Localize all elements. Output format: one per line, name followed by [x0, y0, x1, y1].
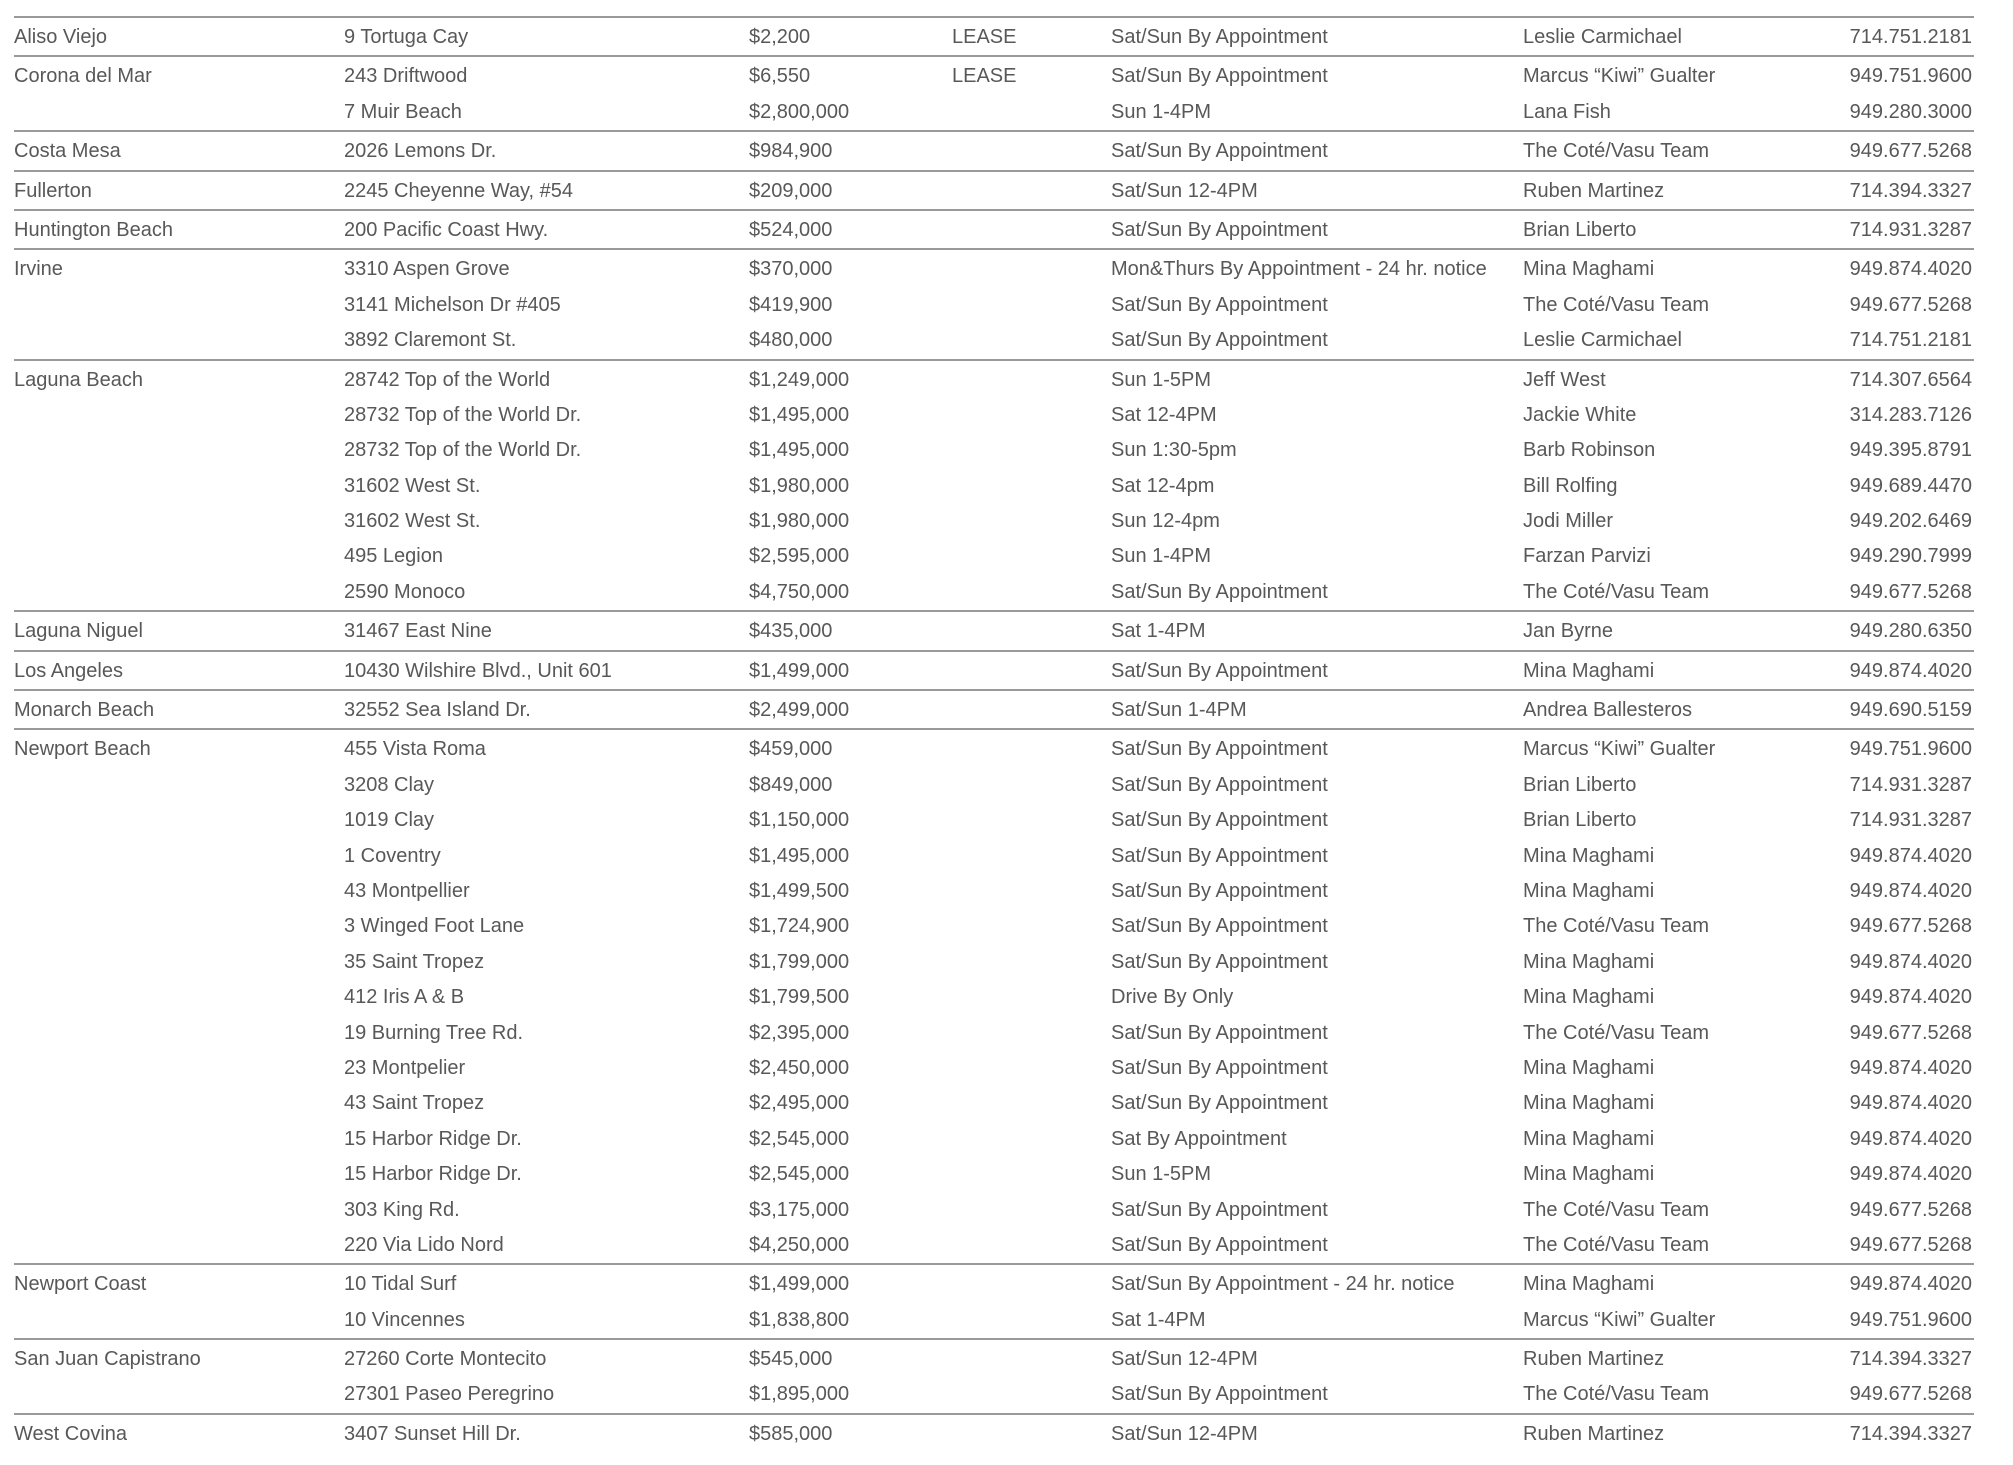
listing-address: 1 Coventry: [344, 844, 441, 867]
agent-phone: 949.677.5268: [1849, 580, 1972, 603]
open-house-schedule: Sun 12-4pm: [1111, 510, 1220, 533]
table-row: [14, 1342, 1974, 1377]
agent-name: The Coté/Vasu Team: [1523, 580, 1710, 603]
agent-phone: 949.690.5159: [1849, 699, 1972, 722]
open-house-schedule: Mon&Thurs By Appointment - 24 hr. notice: [1111, 258, 1487, 281]
table-row: [14, 95, 1974, 130]
agent-phone: 949.874.4020: [1849, 258, 1972, 281]
city-group: [14, 248, 1974, 358]
city-group: [14, 209, 1974, 248]
city-group: [14, 610, 1974, 649]
open-house-schedule: Sat/Sun By Appointment: [1111, 809, 1328, 832]
agent-phone: 949.290.7999: [1849, 545, 1972, 568]
agent-phone: 949.689.4470: [1849, 474, 1972, 497]
agent-phone: 949.874.4020: [1849, 1092, 1972, 1115]
table-row: [14, 1086, 1974, 1121]
agent-name: Mina Maghami: [1523, 950, 1655, 973]
agent-name: Andrea Ballesteros: [1523, 699, 1692, 722]
city-name: Costa Mesa: [14, 140, 121, 163]
listing-address: 3141 Michelson Dr #405: [344, 293, 561, 316]
listing-price: $2,595,000: [749, 545, 850, 568]
listing-address: 1019 Clay: [344, 809, 435, 832]
table-row: [14, 1417, 1974, 1452]
agent-name: Lana Fish: [1523, 100, 1611, 123]
open-house-schedule: Sat By Appointment: [1111, 1127, 1287, 1150]
listing-price: $3,175,000: [749, 1198, 850, 1221]
table-row: [14, 323, 1974, 358]
open-house-schedule: Sat/Sun By Appointment: [1111, 1198, 1328, 1221]
open-house-schedule: Sat/Sun By Appointment: [1111, 1233, 1328, 1256]
agent-phone: 714.307.6564: [1849, 368, 1972, 391]
agent-phone: 949.677.5268: [1849, 1021, 1972, 1044]
open-house-listing-table: [14, 16, 1974, 1452]
agent-name: Mina Maghami: [1523, 1127, 1655, 1150]
agent-phone: 949.677.5268: [1849, 1198, 1972, 1221]
listing-price: $2,800,000: [749, 100, 850, 123]
agent-phone: 949.751.9600: [1849, 1308, 1972, 1331]
agent-name: Mina Maghami: [1523, 659, 1655, 682]
listing-price: $1,980,000: [749, 510, 850, 533]
open-house-schedule: Sat/Sun By Appointment: [1111, 738, 1328, 761]
agent-name: Leslie Carmichael: [1523, 26, 1682, 48]
table-row: [14, 252, 1974, 287]
agent-phone: 949.874.4020: [1849, 1127, 1972, 1150]
listing-address: 2590 Monoco: [344, 580, 466, 603]
agent-name: Brian Liberto: [1523, 218, 1637, 241]
agent-phone: 949.751.9600: [1849, 65, 1972, 88]
listing-address: 28742 Top of the World: [344, 368, 551, 391]
city-group: [14, 1263, 1974, 1338]
listing-price: $2,200: [749, 26, 811, 48]
open-house-schedule: Sun 1-5PM: [1111, 1163, 1212, 1186]
open-house-schedule: Sat/Sun By Appointment: [1111, 915, 1328, 938]
agent-phone: 714.394.3327: [1849, 179, 1972, 202]
open-house-schedule: Sat/Sun By Appointment: [1111, 844, 1328, 867]
table-row: [14, 213, 1974, 248]
open-house-schedule: Sat/Sun By Appointment: [1111, 1056, 1328, 1079]
listing-price: $2,395,000: [749, 1021, 850, 1044]
listing-address: 19 Burning Tree Rd.: [344, 1021, 523, 1044]
open-house-schedule: Sat/Sun 12-4PM: [1111, 1422, 1258, 1445]
city-group: [14, 1338, 1974, 1413]
table-row: [14, 654, 1974, 689]
agent-name: Mina Maghami: [1523, 986, 1655, 1009]
listing-address: 3208 Clay: [344, 773, 435, 796]
listing-price: $419,900: [749, 293, 833, 316]
listing-price: $1,499,000: [749, 659, 850, 682]
listing-address: 15 Harbor Ridge Dr.: [344, 1163, 522, 1186]
agent-name: Marcus “Kiwi” Gualter: [1523, 738, 1716, 761]
agent-phone: 949.677.5268: [1849, 293, 1972, 316]
listing-price: $585,000: [749, 1422, 833, 1445]
listing-address: 32552 Sea Island Dr.: [344, 699, 531, 722]
listing-price: $524,000: [749, 218, 833, 241]
listing-price: $1,838,800: [749, 1308, 850, 1331]
listing-address: 3310 Aspen Grove: [344, 258, 510, 281]
listing-price: $1,495,000: [749, 403, 850, 426]
listing-address: 23 Montpelier: [344, 1056, 466, 1079]
listing-address: 220 Via Lido Nord: [344, 1233, 504, 1256]
listing-price: $4,250,000: [749, 1233, 850, 1256]
table-row: [14, 1193, 1974, 1228]
city-name: Laguna Beach: [14, 368, 144, 391]
listing-price: $1,980,000: [749, 474, 850, 497]
listing-price: $2,545,000: [749, 1127, 850, 1150]
city-group: [14, 170, 1974, 209]
city-group: [14, 728, 1974, 1263]
open-house-schedule: Sat/Sun By Appointment: [1111, 26, 1328, 48]
agent-name: Brian Liberto: [1523, 773, 1637, 796]
listing-price: $1,799,000: [749, 950, 850, 973]
listing-address: 455 Vista Roma: [344, 738, 486, 761]
agent-name: The Coté/Vasu Team: [1523, 1198, 1710, 1221]
agent-phone: 714.394.3327: [1849, 1422, 1972, 1445]
open-house-schedule: Sun 1-4PM: [1111, 100, 1212, 123]
city-name: West Covina: [14, 1422, 128, 1445]
agent-phone: 949.677.5268: [1849, 1383, 1972, 1406]
city-name: Fullerton: [14, 179, 92, 202]
city-group: [14, 689, 1974, 728]
open-house-schedule: Sun 1-5PM: [1111, 368, 1212, 391]
table-row: [14, 575, 1974, 610]
agent-name: Jackie White: [1523, 403, 1637, 426]
open-house-schedule: Sat/Sun 1-4PM: [1111, 699, 1247, 722]
city-name: Irvine: [14, 258, 63, 281]
table-row: [14, 732, 1974, 767]
listing-price: $480,000: [749, 329, 833, 352]
agent-phone: 949.280.6350: [1849, 620, 1972, 643]
agent-phone: 949.280.3000: [1849, 100, 1972, 123]
city-name: Los Angeles: [14, 659, 123, 682]
listing-address: 31602 West St.: [344, 510, 481, 533]
table-row: [14, 363, 1974, 398]
listing-address: 10 Vincennes: [344, 1308, 465, 1331]
open-house-schedule: Sat 12-4pm: [1111, 474, 1215, 497]
listing-price: $1,495,000: [749, 844, 850, 867]
agent-name: Mina Maghami: [1523, 879, 1655, 902]
open-house-schedule: Sat/Sun By Appointment: [1111, 879, 1328, 902]
listing-address: 27301 Paseo Peregrino: [344, 1383, 555, 1406]
agent-name: Jan Byrne: [1523, 620, 1614, 643]
agent-name: Jodi Miller: [1523, 510, 1614, 533]
city-name: Huntington Beach: [14, 218, 174, 241]
table-row: [14, 693, 1974, 728]
listing-address: 303 King Rd.: [344, 1198, 460, 1221]
open-house-schedule: Sun 1-4PM: [1111, 545, 1212, 568]
agent-phone: 949.395.8791: [1849, 439, 1972, 462]
agent-name: Mina Maghami: [1523, 1273, 1655, 1296]
agent-name: Mina Maghami: [1523, 844, 1655, 867]
listing-address: 28732 Top of the World Dr.: [344, 439, 582, 462]
listing-price: $459,000: [749, 738, 833, 761]
agent-phone: 949.874.4020: [1849, 1056, 1972, 1079]
listing-price: $1,499,500: [749, 879, 850, 902]
agent-name: Marcus “Kiwi” Gualter: [1523, 1308, 1716, 1331]
table-row: [14, 433, 1974, 468]
agent-phone: 714.931.3287: [1849, 809, 1972, 832]
open-house-schedule: Drive By Only: [1111, 986, 1234, 1009]
listing-address: 2245 Cheyenne Way, #54: [344, 179, 574, 202]
table-row: [14, 1303, 1974, 1338]
table-row: [14, 768, 1974, 803]
agent-name: Bill Rolfing: [1523, 474, 1618, 497]
city-name: Corona del Mar: [14, 65, 152, 88]
agent-name: Ruben Martinez: [1523, 1348, 1665, 1371]
listing-address: 2026 Lemons Dr.: [344, 140, 497, 163]
listing-price: $545,000: [749, 1348, 833, 1371]
agent-phone: 949.677.5268: [1849, 1233, 1972, 1256]
listing-type-badge: LEASE: [952, 26, 1017, 48]
table-row: [14, 803, 1974, 838]
agent-phone: 714.931.3287: [1849, 773, 1972, 796]
table-row: [14, 1016, 1974, 1051]
table-row: [14, 504, 1974, 539]
listing-address: 3892 Claremont St.: [344, 329, 517, 352]
listing-type-badge: LEASE: [952, 65, 1017, 88]
table-row: [14, 1051, 1974, 1086]
agent-name: Ruben Martinez: [1523, 1422, 1665, 1445]
agent-name: The Coté/Vasu Team: [1523, 915, 1710, 938]
open-house-schedule: Sat/Sun By Appointment: [1111, 293, 1328, 316]
city-name: Newport Beach: [14, 738, 151, 761]
open-house-schedule: Sat/Sun By Appointment: [1111, 218, 1328, 241]
listing-address: 3407 Sunset Hill Dr.: [344, 1422, 521, 1445]
agent-name: Leslie Carmichael: [1523, 329, 1682, 352]
listing-price: $209,000: [749, 179, 833, 202]
agent-name: Jeff West: [1523, 368, 1606, 391]
agent-phone: 714.394.3327: [1849, 1348, 1972, 1371]
listing-address: 243 Driftwood: [344, 65, 468, 88]
agent-name: Marcus “Kiwi” Gualter: [1523, 65, 1716, 88]
open-house-schedule: Sat/Sun By Appointment: [1111, 659, 1328, 682]
open-house-schedule: Sat/Sun By Appointment: [1111, 329, 1328, 352]
agent-name: Mina Maghami: [1523, 1092, 1655, 1115]
listing-price: $2,495,000: [749, 1092, 850, 1115]
listing-address: 31602 West St.: [344, 474, 481, 497]
open-house-schedule: Sat/Sun By Appointment - 24 hr. notice: [1111, 1273, 1455, 1296]
listing-address: 7 Muir Beach: [344, 100, 462, 123]
open-house-schedule: Sat/Sun By Appointment: [1111, 140, 1328, 163]
agent-phone: 949.874.4020: [1849, 844, 1972, 867]
city-group: [14, 650, 1974, 689]
table-row: [14, 174, 1974, 209]
agent-phone: 949.874.4020: [1849, 986, 1972, 1009]
open-house-schedule: Sat/Sun By Appointment: [1111, 580, 1328, 603]
agent-name: Barb Robinson: [1523, 439, 1656, 462]
table-row: [14, 1377, 1974, 1412]
listing-price: $370,000: [749, 258, 833, 281]
listing-address: 15 Harbor Ridge Dr.: [344, 1127, 522, 1150]
agent-name: The Coté/Vasu Team: [1523, 1233, 1710, 1256]
listing-price: $2,450,000: [749, 1056, 850, 1079]
listing-price: $1,150,000: [749, 809, 850, 832]
listing-address: 9 Tortuga Cay: [344, 26, 469, 48]
agent-phone: 714.751.2181: [1849, 329, 1972, 352]
city-group: [14, 16, 1974, 55]
agent-name: The Coté/Vasu Team: [1523, 1021, 1710, 1044]
agent-name: The Coté/Vasu Team: [1523, 293, 1710, 316]
open-house-schedule: Sat/Sun By Appointment: [1111, 1092, 1328, 1115]
listing-address: 28732 Top of the World Dr.: [344, 403, 582, 426]
listing-price: $1,895,000: [749, 1383, 850, 1406]
listing-price: $6,550: [749, 65, 811, 88]
city-group: [14, 55, 1974, 130]
listing-price: $1,249,000: [749, 368, 850, 391]
table-row: [14, 398, 1974, 433]
open-house-schedule: Sat 12-4PM: [1111, 403, 1217, 426]
listing-price: $984,900: [749, 140, 833, 163]
listing-address: 43 Montpellier: [344, 879, 470, 902]
agent-name: Mina Maghami: [1523, 258, 1655, 281]
agent-name: Brian Liberto: [1523, 809, 1637, 832]
city-name: Laguna Niguel: [14, 620, 143, 643]
agent-phone: 949.677.5268: [1849, 915, 1972, 938]
open-house-schedule: Sat/Sun By Appointment: [1111, 773, 1328, 796]
listing-address: 495 Legion: [344, 545, 443, 568]
city-group: [14, 130, 1974, 169]
listing-address: 200 Pacific Coast Hwy.: [344, 218, 549, 241]
table-row: [14, 20, 1974, 55]
listing-price: $1,499,000: [749, 1273, 850, 1296]
agent-phone: 949.677.5268: [1849, 140, 1972, 163]
table-row: [14, 614, 1974, 649]
listing-price: $1,799,500: [749, 986, 850, 1009]
table-row: [14, 288, 1974, 323]
table-row: [14, 1122, 1974, 1157]
table-row: [14, 539, 1974, 574]
agent-phone: 949.874.4020: [1849, 1273, 1972, 1296]
table-row: [14, 945, 1974, 980]
listing-price: $435,000: [749, 620, 833, 643]
listing-price: $2,545,000: [749, 1163, 850, 1186]
listing-address: 10 Tidal Surf: [344, 1273, 457, 1296]
agent-phone: 949.202.6469: [1849, 510, 1972, 533]
listing-address: 3 Winged Foot Lane: [344, 915, 525, 938]
open-house-schedule: Sat/Sun By Appointment: [1111, 1383, 1328, 1406]
listing-price: $2,499,000: [749, 699, 850, 722]
city-name: San Juan Capistrano: [14, 1348, 201, 1371]
agent-phone: 714.751.2181: [1849, 26, 1972, 48]
city-name: Newport Coast: [14, 1273, 147, 1296]
open-house-schedule: Sun 1:30-5pm: [1111, 439, 1237, 462]
open-house-schedule: Sat 1-4PM: [1111, 1308, 1206, 1331]
listing-price: $1,724,900: [749, 915, 850, 938]
table-row: [14, 874, 1974, 909]
listing-address: 412 Iris A & B: [344, 986, 465, 1009]
agent-phone: 314.283.7126: [1849, 403, 1972, 426]
listing-address: 43 Saint Tropez: [344, 1092, 485, 1115]
listing-address: 35 Saint Tropez: [344, 950, 485, 973]
table-row: [14, 469, 1974, 504]
table-row: [14, 59, 1974, 94]
agent-phone: 714.931.3287: [1849, 218, 1972, 241]
agent-name: Mina Maghami: [1523, 1163, 1655, 1186]
open-house-schedule: Sat/Sun By Appointment: [1111, 65, 1328, 88]
agent-phone: 949.874.4020: [1849, 1163, 1972, 1186]
agent-phone: 949.751.9600: [1849, 738, 1972, 761]
agent-name: The Coté/Vasu Team: [1523, 1383, 1710, 1406]
city-name: Aliso Viejo: [14, 26, 108, 48]
city-group: [14, 1413, 1974, 1452]
agent-name: Ruben Martinez: [1523, 179, 1665, 202]
open-house-schedule: Sat/Sun 12-4PM: [1111, 179, 1258, 202]
listing-price: $849,000: [749, 773, 833, 796]
table-row: [14, 134, 1974, 169]
agent-name: The Coté/Vasu Team: [1523, 140, 1710, 163]
agent-name: Mina Maghami: [1523, 1056, 1655, 1079]
table-row: [14, 1228, 1974, 1263]
table-row: [14, 1267, 1974, 1302]
table-row: [14, 980, 1974, 1015]
agent-phone: 949.874.4020: [1849, 659, 1972, 682]
agent-phone: 949.874.4020: [1849, 950, 1972, 973]
open-house-schedule: Sat/Sun By Appointment: [1111, 1021, 1328, 1044]
listing-price: $4,750,000: [749, 580, 850, 603]
open-house-schedule: Sat 1-4PM: [1111, 620, 1206, 643]
agent-name: Farzan Parvizi: [1523, 545, 1651, 568]
listing-address: 10430 Wilshire Blvd., Unit 601: [344, 659, 612, 682]
listing-price: $1,495,000: [749, 439, 850, 462]
listing-address: 27260 Corte Montecito: [344, 1348, 547, 1371]
table-row: [14, 909, 1974, 944]
open-house-schedule: Sat/Sun By Appointment: [1111, 950, 1328, 973]
agent-phone: 949.874.4020: [1849, 879, 1972, 902]
city-name: Monarch Beach: [14, 699, 155, 722]
listing-address: 31467 East Nine: [344, 620, 492, 643]
city-group: [14, 359, 1974, 611]
table-row: [14, 839, 1974, 874]
open-house-schedule: Sat/Sun 12-4PM: [1111, 1348, 1258, 1371]
table-row: [14, 1157, 1974, 1192]
